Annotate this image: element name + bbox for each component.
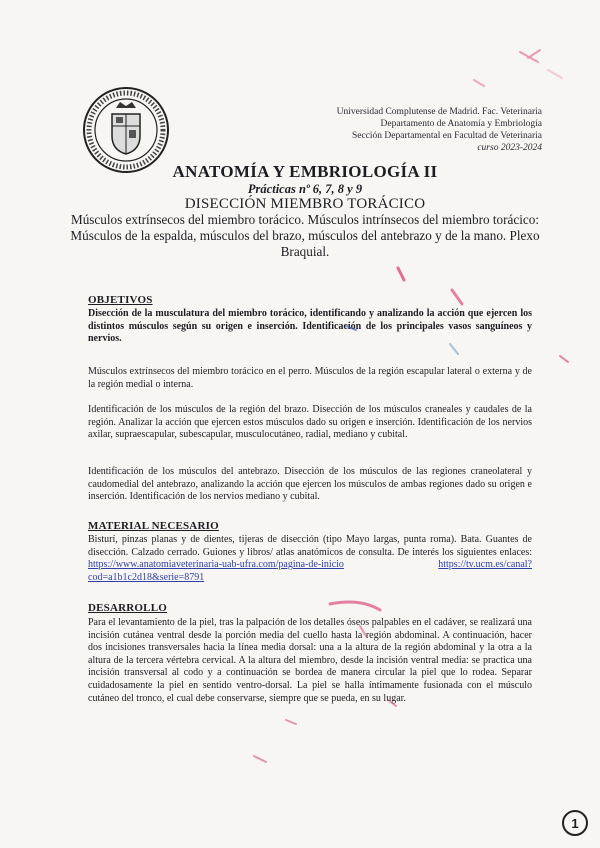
anatomia-link[interactable]: https://www.anatomiaveterinaria-uab-ufra.com/pagina-de-inicio: [88, 559, 344, 571]
objetivos-paragraph-1: Músculos extrínsecos del miembro torácico en el perro. Músculos de la región escapular lateral o externa y de la región medial o interna.: [88, 366, 532, 390]
objetivos-heading: OBJETIVOS: [88, 294, 153, 306]
desarrollo-text: Para el levantamiento de la piel, tras la palpación de los detalles óseos palpables en el cadáver, se realizará una incisión cutánea ventral desde la porción media del cuello hasta la región abdominal. A continuación, hacer dos incisiones transversales hacia la línea media dorsal: una a la altura de la región abdominal y la otra a la altura de la tercera vértebra cervical. A la altura del miembro, desde la incisión ventral media: se practica una incisión transversal al codo y a continuación se bordea de manera circular la piel que lo rodea. Separar cuidadosamente la piel en sentido ventro-dorsal. La piel se halla íntimamente fusionada con el músculo cutáneo del tronco, el cual debe conservarse, siempre que se pueda, en su lugar.: [88, 617, 532, 704]
tv-ucm-link[interactable]: https://tv.ucm.es/canal?cod=a1b1c2d18&serie=8791: [88, 559, 532, 583]
institution-line: Universidad Complutense de Madrid. Fac. Veterinaria: [336, 107, 542, 117]
course-title: ANATOMÍA Y EMBRIOLOGÍA II: [172, 162, 438, 181]
objetivos-intro: Disección de la musculatura del miembro torácico, identificando y analizando la acción que ejercen los distintos músculos según su origen e inserción. Identificación de los principales vasos sanguíneos y nervios.: [88, 308, 532, 345]
material-text: [88, 534, 532, 584]
department-line: Departamento de Anatomía y Embriología: [380, 119, 542, 129]
desarrollo-heading: DESARROLLO: [88, 602, 168, 614]
subtitle: Músculos extrínsecos del miembro torácico. Músculos intrínsecos del miembro torácico: Músculos de la espalda, músculos del brazo, músculos del antebrazo y de la mano. Plexo Braquial.: [70, 212, 540, 259]
academic-year: curso 2023-2024: [477, 143, 542, 153]
page-number: 1: [562, 810, 588, 836]
main-title: DISECCIÓN MIEMBRO TORÁCICO: [184, 196, 426, 212]
institution-header: [337, 106, 542, 154]
section-line: Sección Departamental en Facultad de Veterinaria: [351, 131, 542, 141]
material-heading: MATERIAL NECESARIO: [88, 520, 219, 532]
objetivos-paragraph-3: Identificación de los músculos del antebrazo. Disección de los músculos de las regiones craneolateral y caudomedial del antebrazo, analizando la acción que ejercen los músculos de ambas regiones dado su origen e inserción. Identificación de los nervios mediano y cubital.: [88, 466, 532, 503]
material-description: Bisturí, pinzas planas y de dientes, tijeras de disección (tipo Mayo largas, punta roma). Bata. Guantes de disección. Calzado cerrado. Guiones y libros/ atlas anatómicos de consulta. De interés los siguientes enlaces:: [88, 534, 532, 558]
objetivos-paragraph-2: Identificación de los músculos de la región del brazo. Disección de los músculos craneales y caudales de la región. Analizar la acción que ejercen estos músculos dado su origen e inserción. Identificación de los nervios axilar, supraescapular, subescapular, musculocutáneo, radial, mediano y cubital.: [88, 404, 532, 441]
practicas-number: Prácticas nº 6, 7, 8 y 9: [247, 182, 363, 196]
university-seal-icon: [82, 86, 170, 174]
